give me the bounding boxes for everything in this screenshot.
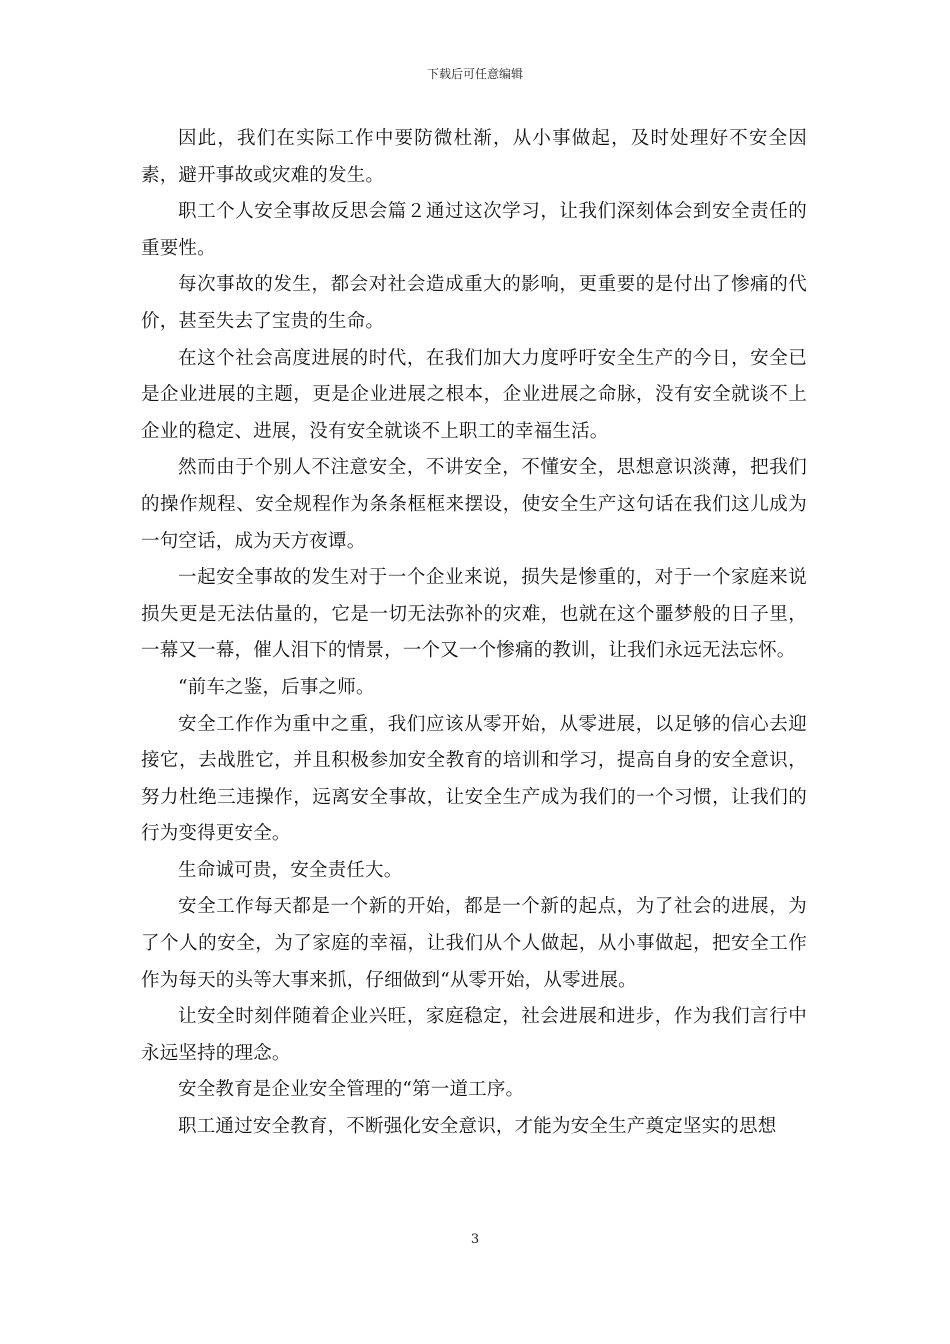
page-header: 下载后可任意编辑 bbox=[426, 67, 523, 81]
paragraph: 安全工作作为重中之重，我们应该从零开始，从零进展，以足够的信心去迎接它，去战胜它，并且积极参加安全教育的培训和学习，提高自身的安全意识，努力杜绝三违操作，远离安全事故，让安全生产成为我们的一个习惯，让我们的行为变得更安全。 bbox=[141, 713, 807, 845]
paragraph: 职工通过安全教育，不断强化安全意识，才能为安全生产奠定坚实的思想 bbox=[178, 1116, 777, 1138]
paragraph: 生命诚可贵，安全责任大。 bbox=[178, 859, 403, 881]
paragraph: 因此，我们在实际工作中要防微杜渐，从小事做起，及时处理好不安全因素，避开事故或灾难的发生。 bbox=[141, 128, 807, 186]
paragraph: 安全工作每天都是一个新的开始，都是一个新的起点，为了社会的进展，为了个人的安全，为了家庭的幸福，让我们从个人做起，从小事做起，把安全工作作为每天的头等大事来抓，仔细做到“从零开始，从零进展。 bbox=[141, 896, 807, 991]
paragraph: 安全教育是企业安全管理的“第一道工序。 bbox=[178, 1079, 525, 1101]
paragraph: “前车之鉴，后事之师。 bbox=[178, 676, 375, 698]
document-body bbox=[141, 121, 807, 1146]
paragraph: 每次事故的发生，都会对社会造成重大的影响，更重要的是付出了惨痛的代价，甚至失去了宝贵的生命。 bbox=[141, 274, 807, 332]
paragraph: 一起安全事故的发生对于一个企业来说，损失是惨重的，对于一个家庭来说损失更是无法估量的，它是一切无法弥补的灾难，也就在这个噩梦般的日子里，一幕又一幕，催人泪下的情景，一个又一个惨痛的教训，让我们永远无法忘怀。 bbox=[141, 567, 807, 662]
paragraph: 职工个人安全事故反思会篇２通过这次学习，让我们深刻体会到安全责任的重要性。 bbox=[141, 201, 807, 259]
paragraph: 让安全时刻伴随着企业兴旺，家庭稳定，社会进展和进步，作为我们言行中永远坚持的理念。 bbox=[141, 1006, 807, 1064]
page-number: 3 bbox=[470, 1232, 480, 1247]
paragraph: 然而由于个别人不注意安全，不讲安全，不懂安全，思想意识淡薄，把我们的操作规程、安全规程作为条条框框来摆设，使安全生产这句话在我们这儿成为一句空话，成为天方夜谭。 bbox=[141, 457, 807, 552]
paragraph: 在这个社会高度进展的时代，在我们加大力度呼吁安全生产的今日，安全已是企业进展的主题，更是企业进展之根本，企业进展之命脉，没有安全就谈不上企业的稳定、进展，没有安全就谈不上职工的幸福生活。 bbox=[141, 347, 807, 442]
